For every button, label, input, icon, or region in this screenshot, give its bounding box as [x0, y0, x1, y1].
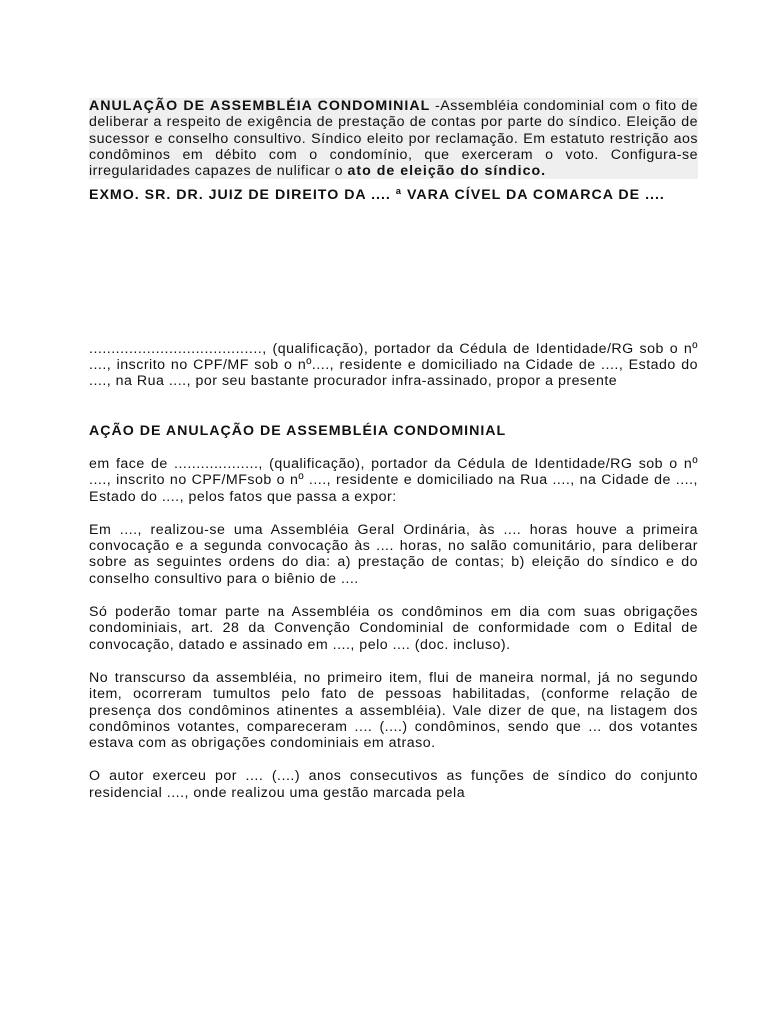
- abstract-tail: ato de eleição do síndico.: [347, 163, 547, 180]
- defendant-paragraph: em face de ..................., (qualificação), portador da Cédula de Identidade/RG sob o nº ...., inscrito no CPF/MFsob o nº ...., residente e domiciliado na Rua ...., na Cidade de ...., Estado do ...., pelos fatos que passa a expor:: [89, 455, 698, 505]
- document-page: [89, 98, 698, 801]
- abstract-paragraph: [89, 98, 698, 179]
- facts-paragraph-4: O autor exerceu por .... (....) anos consecutivos as funções de síndico do conjunto residencial ...., onde realizou uma gestão marcada pela: [89, 768, 698, 801]
- action-title: AÇÃO DE ANULAÇÃO DE ASSEMBLÉIA CONDOMINIAL: [89, 422, 507, 439]
- abstract-title: ANULAÇÃO DE ASSEMBLÉIA CONDOMINIAL: [89, 98, 431, 114]
- facts-paragraph-3: No transcurso da assembléia, no primeiro item, flui de maneira normal, já no segundo item, ocorreram tumultos pelo fato de pessoas habilitadas, (conforme relação de presença dos condôminos atinentes a assembléia). Vale dizer de que, na listagem dos condôminos votantes, compareceram .... (....) condôminos, sendo que ... dos votantes estava com as obrigações condominiais em atraso.: [89, 669, 698, 752]
- qualification-paragraph: ......................................., (qualificação), portador da Cédula de Identidade/RG sob o nº ...., inscrito no CPF/MF sob o nº...., residente e domiciliado na Cidade de ...., Estado do ...., na Rua ...., por seu bastante procurador infra-assinado, propor a presente: [89, 340, 698, 390]
- facts-paragraph-2: Só poderão tomar parte na Assembléia os condôminos em dia com suas obrigações condominiais, art. 28 da Convenção Condominial de conformidade com o Edital de convocação, datado e assinado em ...., pelo .... (doc. incluso).: [89, 604, 698, 653]
- abstract-text: -Assembléia condominial com o fito de deliberar a respeito de exigência de prestação de contas por parte do síndico. Eleição de sucessor e conselho consultivo. Síndico eleito por reclamação. Em estatuto restrição aos condôminos em débito com o condomínio, que exerceram o voto. Configura-se irregularidades capazes de nulificar o: [89, 98, 699, 180]
- addressee-heading: EXMO. SR. DR. JUIZ DE DIREITO DA .... ª VARA CÍVEL DA COMARCA DE ....: [89, 187, 665, 204]
- facts-paragraph-1: Em ...., realizou-se uma Assembléia Geral Ordinária, às .... horas houve a primeira convocação e a segunda convocação às .... horas, no salão comunitário, para deliberar sobre as seguintes ordens do dia: a) prestação de contas; b) eleição do síndico e do conselho consultivo para o biênio de ....: [89, 521, 698, 587]
